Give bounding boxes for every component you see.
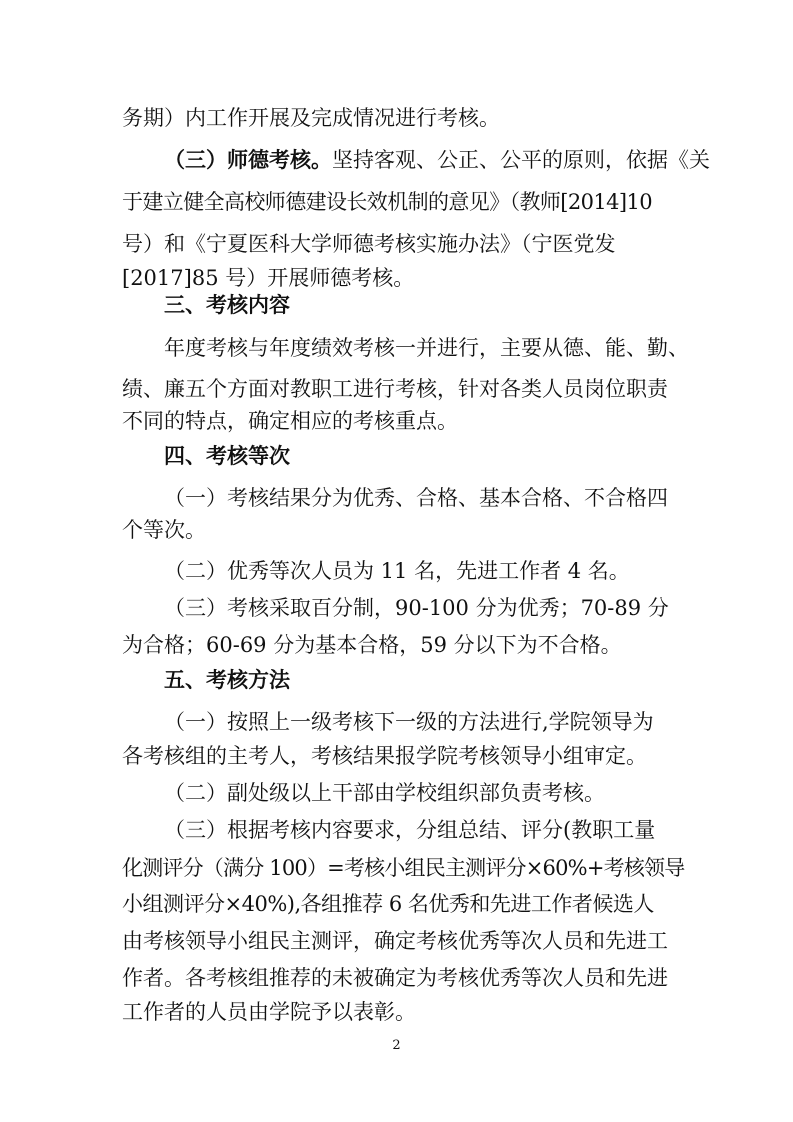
paragraph-line: 化测评分（满分 100）=考核小组民主测评分×60%+考核领导 xyxy=(122,856,685,880)
paragraph-line: 为合格；60-69 分为基本合格，59 分以下为不合格。 xyxy=(122,633,622,657)
paragraph-line: 务期）内工作开展及完成情况进行考核。 xyxy=(122,106,500,130)
paragraph-line: 小组测评分×40%),各组推荐 6 名优秀和先进工作者候选人 xyxy=(122,892,654,916)
paragraph-line: （一）按照上一级考核下一级的方法进行,学院领导为 xyxy=(164,710,654,734)
paragraph-line: （二）副处级以上干部由学校组织部负责考核。 xyxy=(164,781,605,805)
section-heading: 五、考核方法 xyxy=(164,668,290,692)
paragraph-line: 由考核领导小组民主测评，确定考核优秀等次人员和先进工 xyxy=(122,929,668,953)
paragraph-line: 年度考核与年度绩效考核一并进行，主要从德、能、勤、 xyxy=(164,336,689,360)
paragraph-line: （一）考核结果分为优秀、合格、基本合格、不合格四 xyxy=(164,486,668,510)
paragraph-line: 号）和《宁夏医科大学师德考核实施办法》（宁医党发 xyxy=(122,232,616,256)
section-heading: 三、考核内容 xyxy=(164,293,290,317)
paragraph-line: 工作者的人员由学院予以表彰。 xyxy=(122,1000,416,1024)
section-lead-label: （三）师德考核。 xyxy=(164,148,332,172)
paragraph-line: [2017]85 号）开展师德考核。 xyxy=(122,266,415,290)
paragraph-line: 个等次。 xyxy=(122,518,206,542)
paragraph-line: 各考核组的主考人，考核结果报学院考核领导小组审定。 xyxy=(122,744,647,768)
paragraph-line: 于建立健全高校师德建设长效机制的意见》（教师[2014]10 xyxy=(122,190,653,214)
paragraph-line: 不同的特点，确定相应的考核重点。 xyxy=(122,409,458,433)
paragraph-line xyxy=(164,145,710,175)
section-heading: 四、考核等次 xyxy=(164,444,290,468)
paragraph-line: 作者。各考核组推荐的未被确定为考核优秀等次人员和先进 xyxy=(122,966,668,990)
paragraph-line: （三）根据考核内容要求，分组总结、评分(教职工量 xyxy=(164,818,656,842)
paragraph-line: （三）考核采取百分制，90-100 分为优秀；70-89 分 xyxy=(164,596,669,620)
paragraph-line: 绩、廉五个方面对教职工进行考核，针对各类人员岗位职责 xyxy=(122,377,668,401)
paragraph-line: （二）优秀等次人员为 11 名，先进工作者 4 名。 xyxy=(164,559,630,583)
page-number: 2 xyxy=(392,1038,401,1053)
paragraph-text: 坚持客观、公正、公平的原则，依据《关 xyxy=(332,148,710,172)
